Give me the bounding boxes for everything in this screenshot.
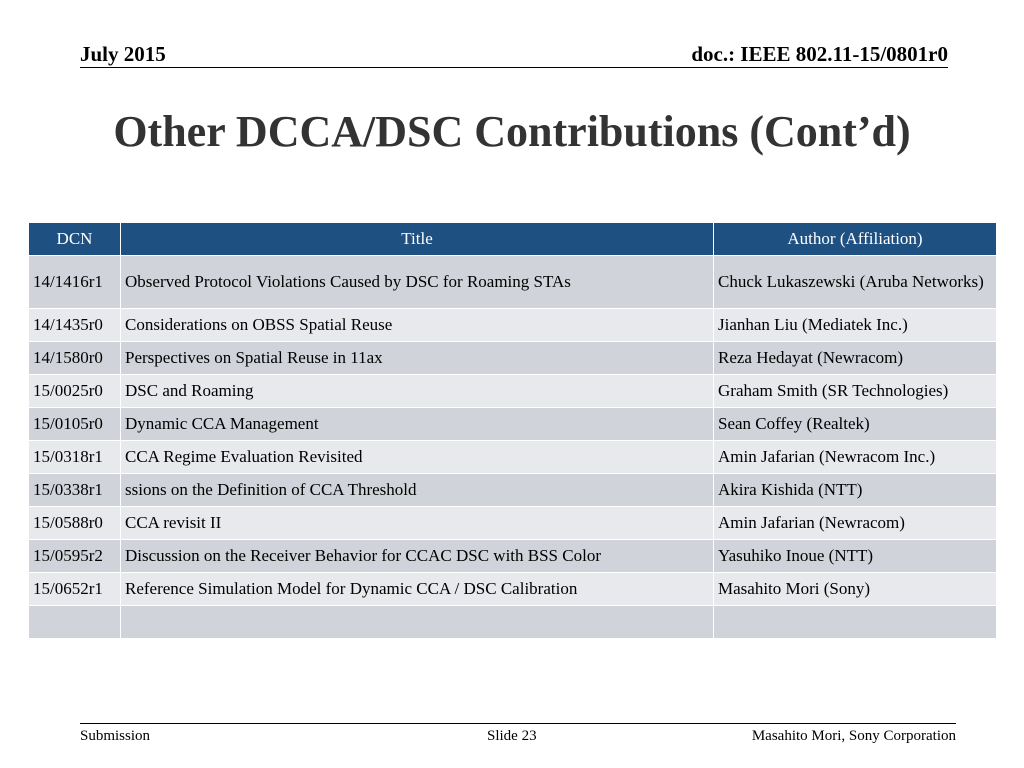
cell-title: Reference Simulation Model for Dynamic CCA / DSC Calibration (121, 573, 714, 606)
cell-title (121, 606, 714, 639)
cell-dcn: 15/0588r0 (29, 507, 121, 540)
cell-title: CCA Regime Evaluation Revisited (121, 441, 714, 474)
footer-slide-number: Slide 23 (487, 728, 537, 744)
cell-dcn: 15/0318r1 (29, 441, 121, 474)
cell-author: Masahito Mori (Sony) (714, 573, 997, 606)
footer-divider (80, 723, 956, 724)
header-doc-id: doc.: IEEE 802.11-15/0801r0 (691, 42, 948, 66)
cell-title: Dynamic CCA Management (121, 408, 714, 441)
cell-dcn: 15/0105r0 (29, 408, 121, 441)
table-row (29, 408, 997, 441)
table-row (29, 342, 997, 375)
cell-author: Chuck Lukaszewski (Aruba Networks) (714, 256, 997, 309)
cell-dcn: 15/0338r1 (29, 474, 121, 507)
cell-dcn: 14/1416r1 (29, 256, 121, 309)
column-header-author: Author (Affiliation) (714, 223, 997, 256)
cell-dcn: 14/1580r0 (29, 342, 121, 375)
column-header-dcn: DCN (29, 223, 121, 256)
cell-dcn (29, 606, 121, 639)
cell-author: Yasuhiko Inoue (NTT) (714, 540, 997, 573)
cell-dcn: 15/0652r1 (29, 573, 121, 606)
table-row (29, 573, 997, 606)
header-divider (80, 67, 948, 68)
cell-author: Graham Smith (SR Technologies) (714, 375, 997, 408)
cell-author (714, 606, 997, 639)
cell-author: Amin Jafarian (Newracom Inc.) (714, 441, 997, 474)
table-row (29, 309, 997, 342)
slide-title: Other DCCA/DSC Contributions (Cont’d) (113, 107, 911, 156)
cell-author: Amin Jafarian (Newracom) (714, 507, 997, 540)
table-row (29, 606, 997, 639)
table-row (29, 474, 997, 507)
table-row (29, 256, 997, 309)
cell-author: Sean Coffey (Realtek) (714, 408, 997, 441)
cell-title: ssions on the Definition of CCA Threshold (121, 474, 714, 507)
table-row (29, 507, 997, 540)
cell-title: CCA revisit II (121, 507, 714, 540)
cell-dcn: 15/0595r2 (29, 540, 121, 573)
header-date: July 2015 (80, 42, 166, 66)
footer-submission: Submission (80, 728, 151, 744)
table-row (29, 375, 997, 408)
cell-title: Considerations on OBSS Spatial Reuse (121, 309, 714, 342)
cell-title: Perspectives on Spatial Reuse in 11ax (121, 342, 714, 375)
cell-title: Observed Protocol Violations Caused by DSC for Roaming STAs (121, 256, 714, 309)
cell-author: Reza Hedayat (Newracom) (714, 342, 997, 375)
cell-author: Jianhan Liu (Mediatek Inc.) (714, 309, 997, 342)
cell-dcn: 15/0025r0 (29, 375, 121, 408)
cell-author: Akira Kishida (NTT) (714, 474, 997, 507)
table-header-row (29, 223, 997, 256)
table-row (29, 540, 997, 573)
column-header-title: Title (121, 223, 714, 256)
table-row (29, 441, 997, 474)
contributions-table (28, 222, 997, 639)
cell-title: DSC and Roaming (121, 375, 714, 408)
cell-title: Discussion on the Receiver Behavior for CCAC DSC with BSS Color (121, 540, 714, 573)
cell-dcn: 14/1435r0 (29, 309, 121, 342)
footer-author: Masahito Mori, Sony Corporation (751, 728, 956, 744)
